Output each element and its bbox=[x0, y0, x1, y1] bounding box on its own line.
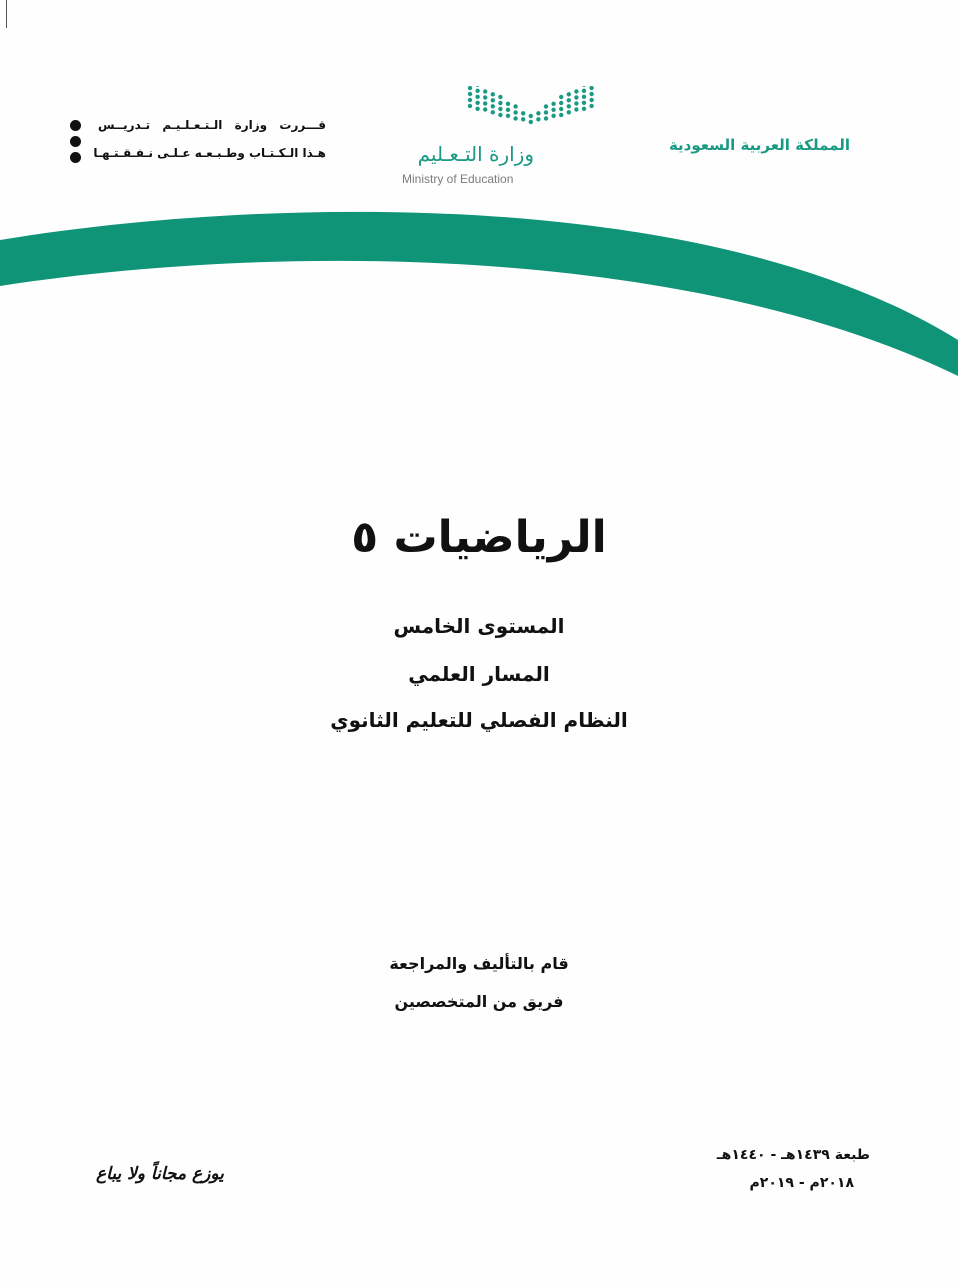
approval-line-1: قـــررت وزارة الـتـعـلـيـم تـدريــس bbox=[98, 118, 326, 132]
ministry-dots-logo-icon bbox=[466, 86, 598, 136]
ministry-name-english: Ministry of Education bbox=[402, 172, 514, 186]
free-distribution-note: يوزع مجاناً ولا يباع bbox=[96, 1164, 224, 1184]
book-title: الرياضيات ٥ bbox=[351, 512, 607, 563]
ministry-name-arabic: وزارة التـعـليم bbox=[417, 142, 534, 166]
book-track: المسار العلمي bbox=[408, 662, 550, 686]
decorative-arc bbox=[0, 200, 958, 380]
book-level: المستوى الخامس bbox=[393, 614, 565, 638]
credits-line-1: قام بالتأليف والمراجعة bbox=[389, 954, 569, 973]
bullet-dots bbox=[70, 120, 84, 168]
bullet-dot-icon bbox=[70, 152, 81, 163]
approval-line-2: هـذا الـكـتـاب وطـبـعـه عـلـى نـفـقـتـهـا bbox=[93, 146, 326, 160]
ministry-logo bbox=[398, 86, 598, 190]
bullet-dot-icon bbox=[70, 120, 81, 131]
bullet-dot-icon bbox=[70, 136, 81, 147]
edition-gregorian: ٢٠١٨م - ٢٠١٩م bbox=[749, 1175, 854, 1191]
edition-info bbox=[690, 1144, 870, 1200]
page-edge-mark bbox=[6, 0, 7, 28]
book-system: النظام الفصلي للتعليم الثانوي bbox=[330, 708, 628, 732]
kingdom-name: المملكة العربية السعودية bbox=[668, 136, 850, 154]
credits-line-2: فريق من المتخصصين bbox=[394, 992, 564, 1011]
edition-hijri: طبعة ١٤٣٩هـ - ١٤٤٠هـ bbox=[716, 1147, 870, 1163]
approval-statement bbox=[70, 116, 326, 170]
